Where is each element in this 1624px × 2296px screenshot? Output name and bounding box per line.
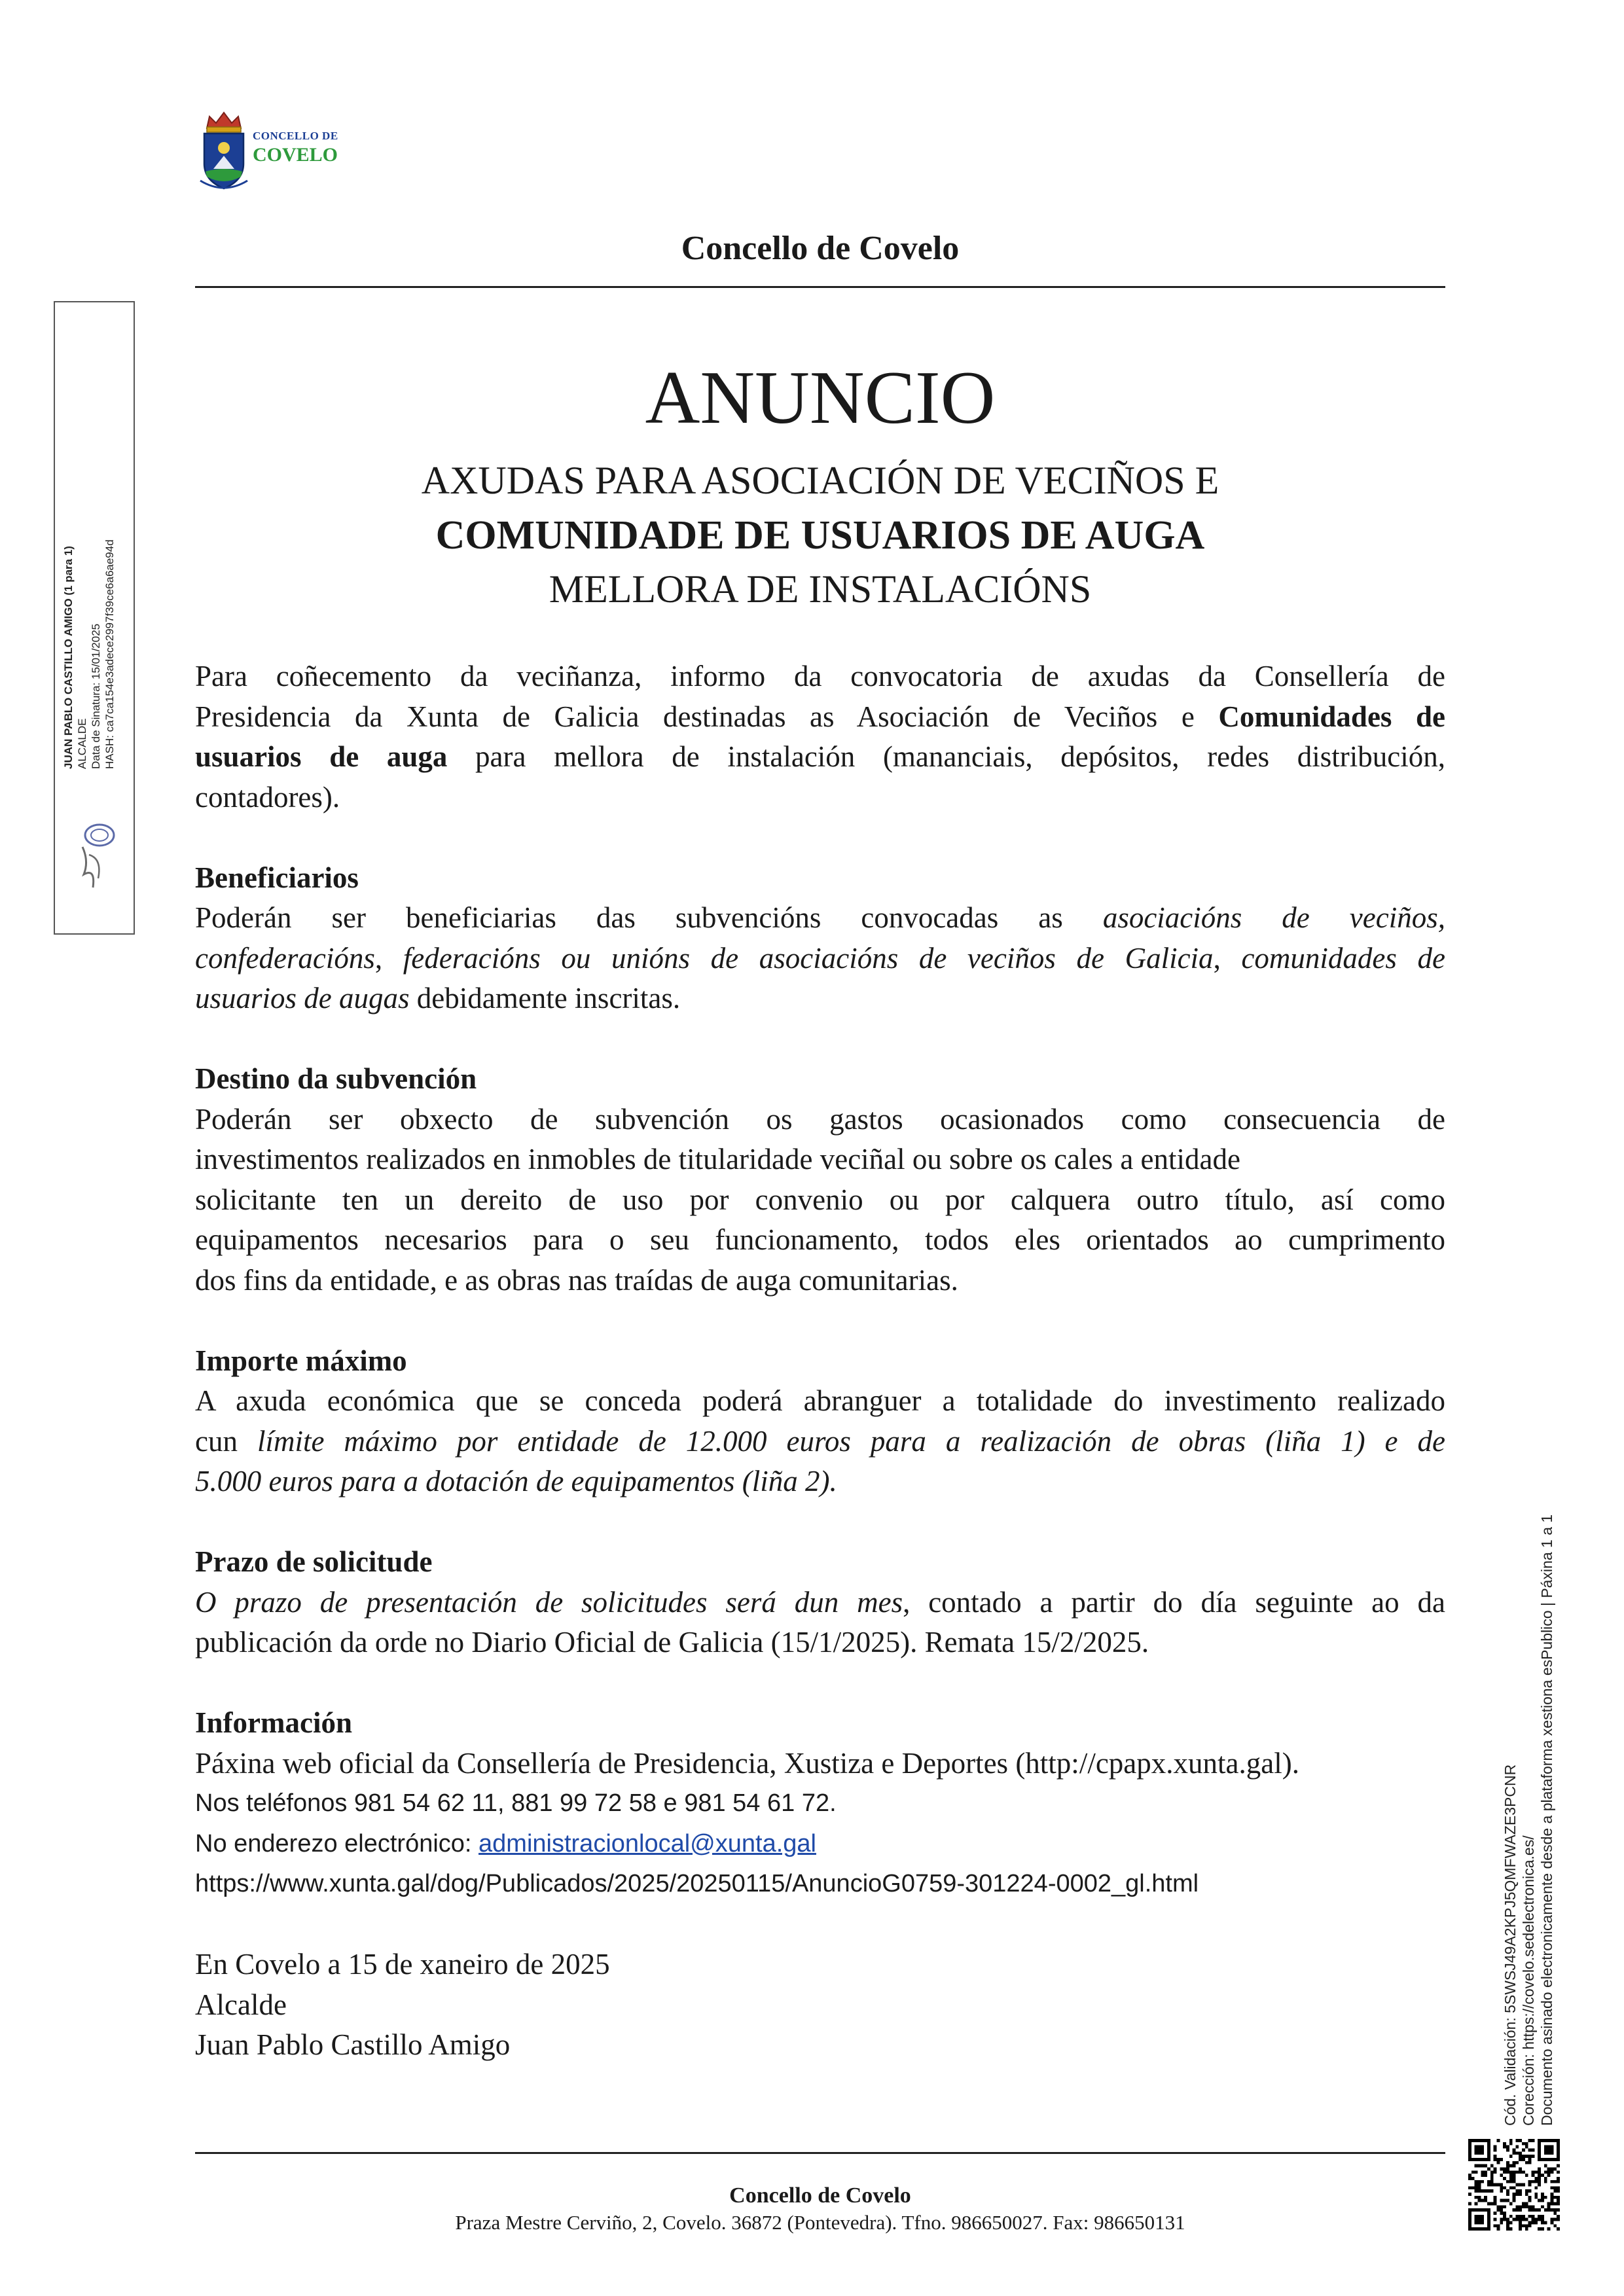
section-line: equipamentos necesarios para o seu funcionamento, todos eles orientados ao cumprimento <box>195 1223 1445 1256</box>
section-informacion <box>195 1703 1445 1905</box>
header-title: Concello de Covelo <box>681 230 960 267</box>
qr-code-icon[interactable] <box>1468 2139 1560 2231</box>
section-line <box>195 1422 1445 1462</box>
section-heading: Importe máximo <box>195 1344 407 1377</box>
section-destino <box>195 1059 1445 1300</box>
section-prazo <box>195 1542 1445 1663</box>
intro-text: Presidencia da Xunta de Galicia destinadas as Asociación de Veciños e <box>195 700 1219 733</box>
section-importe <box>195 1341 1445 1502</box>
subtitle-line-2: COMUNIDADE DE USUARIOS DE AUGA <box>435 513 1205 558</box>
intro-bold: usuarios de auga <box>195 740 448 773</box>
intro-line <box>195 697 1445 738</box>
signature-date: Data de Sinatura: 15/01/2025 <box>90 623 102 769</box>
email-line <box>195 1824 1445 1865</box>
municipality-logo <box>195 103 346 195</box>
signer-line: JUAN PABLO CASTILLO AMIGO (1 para 1) <box>62 546 75 769</box>
logo-text-main: COVELO <box>253 144 338 166</box>
section-heading: Beneficiarios <box>195 861 359 894</box>
validation-url: Corección: https://covelo.sedelectronica.es/ <box>1520 1835 1537 2126</box>
validation-note: Documento asinado electronicamente desde a plataforma xestiona esPublico | Páxina 1 a 1 <box>1538 1514 1555 2126</box>
section-line <box>195 978 1445 1019</box>
section-heading: Prazo de solicitude <box>195 1545 433 1578</box>
intro-line: Para coñecemento da veciñanza, informo da convocatoria de axudas da Consellería de <box>195 660 1445 692</box>
text-italic: comunidades de <box>1241 941 1445 975</box>
text-italic: federacións ou unións de asociacións de veciños de Galicia <box>403 941 1214 975</box>
text-italic: O prazo de presentación de solicitudes será dun mes <box>195 1585 903 1619</box>
section-line: investimentos realizados en inmobles de titularidade veciñal ou sobre os cales a entidade <box>195 1143 1240 1175</box>
text-italic: límite máximo por entidade de 12.000 euros para a realización de obras (liña 1) e de <box>257 1424 1445 1458</box>
intro-line <box>195 737 1445 778</box>
signer-role-line: ALCALDE <box>76 718 88 769</box>
section-line: solicitante ten un dereito de uso por convenio ou por calquera outro título, así como <box>195 1183 1445 1216</box>
intro-paragraph <box>195 656 1445 817</box>
signature-hash: HASH: ca7ca154e3adece2997f39ce6a6ae94d <box>103 539 116 769</box>
intro-bold: Comunidades de <box>1218 700 1445 733</box>
text: , <box>374 941 403 975</box>
place-date: En Covelo a 15 de xaneiro de 2025 <box>195 1948 610 1981</box>
text-italic: usuarios de augas <box>195 982 410 1014</box>
email-link[interactable]: administracionlocal@xunta.gal <box>478 1829 816 1857</box>
document-title: ANUNCIO <box>645 356 996 440</box>
closing-block <box>195 1945 1445 2066</box>
validation-text <box>1501 1445 1556 2126</box>
section-line: Poderán ser obxecto de subvención os gastos ocasionados como consecuencia de <box>195 1102 1445 1136</box>
section-line: A axuda económica que se conceda poderá abranguer a totalidade do investimento realizado <box>195 1384 1445 1417</box>
text: , contado a partir do día seguinte ao da <box>903 1585 1445 1619</box>
text-italic: 5.000 euros para a dotación de equipamentos (liña 2). <box>195 1465 837 1498</box>
text: Poderán ser beneficiarias das subvencións convocadas as <box>195 901 1103 934</box>
section-line <box>195 1462 1445 1502</box>
email-label: No enderezo electrónico: <box>195 1829 479 1857</box>
subtitle-line-1: AXUDAS PARA ASOCIACIÓN DE VECIÑOS E <box>421 459 1219 502</box>
text-italic: asociacións de veciños, <box>1102 901 1445 934</box>
section-line: Páxina web oficial da Consellería de Presidencia, Xustiza e Deportes (http://cpapx.xunta.gal). <box>195 1746 1299 1780</box>
section-line: dos fins da entidade, e as obras nas traídas de auga comunitarias. <box>195 1263 958 1297</box>
phone-line: Nos teléfonos 981 54 62 11, 881 99 72 58 e 981 54 61 72. <box>195 1789 837 1817</box>
crest-icon <box>195 103 253 195</box>
signer-role: Alcalde <box>195 1988 287 2021</box>
section-heading: Destino da subvención <box>195 1062 477 1095</box>
footer-address: Praza Mestre Cerviño, 2, Covelo. 36872 (Pontevedra). Tfno. 986650027. Fax: 986650131 <box>455 2211 1185 2234</box>
document-body <box>195 656 1445 2066</box>
section-beneficiarios <box>195 858 1445 1019</box>
signature-stamp-text <box>62 481 117 769</box>
seal-icon <box>69 816 120 893</box>
section-line <box>195 898 1445 939</box>
validation-code: Cód. Validación: 5SWSJ49A2KPJ5QMFWAZE3PCNR <box>1502 1764 1519 2126</box>
dog-url-line: https://www.xunta.gal/dog/Publicados/2025/20250115/AnuncioG0759-301224-0002_gl.html <box>195 1870 1199 1897</box>
section-heading: Información <box>195 1706 352 1739</box>
footer-title: Concello de Covelo <box>729 2183 911 2208</box>
signer-name: Juan Pablo Castillo Amigo <box>195 2028 511 2061</box>
text-italic: confederacións <box>195 941 375 975</box>
text: cun <box>195 1424 257 1458</box>
text: , <box>1213 941 1242 975</box>
section-line: publicación da orde no Diario Oficial de Galicia (15/1/2025). Remata 15/2/2025. <box>195 1626 1149 1659</box>
text: debidamente inscritas. <box>409 982 681 1014</box>
section-line <box>195 939 1445 979</box>
section-line <box>195 1583 1445 1623</box>
intro-text: para mellora de instalación (mananciais, depósitos, redes distribución, <box>447 740 1445 773</box>
footer-divider <box>195 2152 1445 2154</box>
header-divider <box>195 286 1445 288</box>
intro-line: contadores). <box>195 780 340 814</box>
logo-text-top: CONCELLO DE <box>253 130 338 142</box>
subtitle-line-3: MELLORA DE INSTALACIÓNS <box>549 567 1092 611</box>
